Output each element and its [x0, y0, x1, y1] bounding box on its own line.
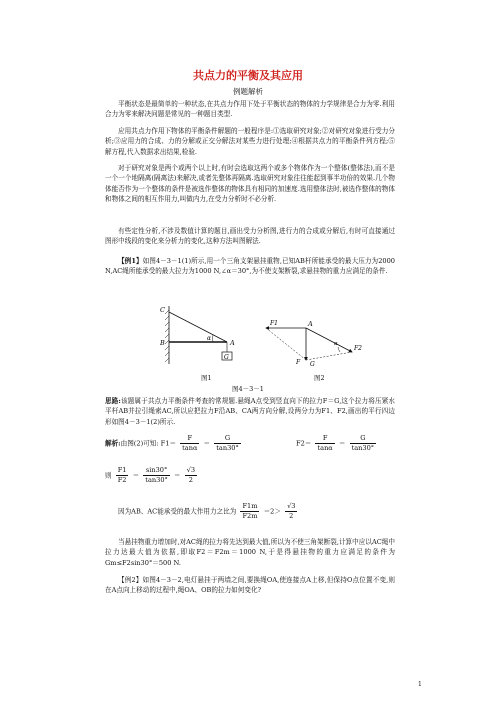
so-text: 则	[105, 471, 112, 480]
fig1-label-alpha: α	[207, 335, 212, 342]
solution-line-1b	[296, 434, 378, 453]
fig1-label-c: C	[160, 306, 165, 314]
figure-1-caption: 图1	[201, 374, 212, 382]
solution-line-3	[118, 502, 299, 521]
equals-4: ＝	[173, 471, 181, 480]
figure-1-diagram	[155, 300, 245, 366]
f2-lhs: F2＝	[296, 439, 312, 448]
paragraph-4: 有些定性分析,不涉及数值计算的题目,画出受力分析图,进行力的合成或分解后,有时可直接通过图形中线段的变化来分析力的变化,这种方法叫图解法.	[105, 227, 395, 246]
solution-intro: 由图(2)可知:	[120, 439, 159, 448]
f1-lhs: F1＝	[160, 439, 177, 448]
figure-2-caption: 图2	[314, 374, 325, 382]
f1-fraction-2: $\frac{G}{\tan 30^\circ}$	[216, 434, 239, 452]
f1-fraction-1: $\frac{F}{\tan\alpha}$	[182, 434, 198, 452]
example-1	[105, 256, 395, 277]
analysis-paragraph	[105, 396, 395, 427]
fig2-label-f2: F2	[354, 345, 362, 352]
max-fraction-2: $\frac{√3}{2}$	[287, 502, 296, 520]
example-1-label: 【例1】	[118, 257, 143, 265]
conclusion-paragraph: 当悬挂物重力增加时,对AC绳的拉力将先达到最大值,所以为不使三角架断裂,计算中应以AC绳中拉力达最大值为依据,即取F2＝F2m＝1000 N,于是得悬挂物的重力应满足的条件为Gm≤F2sin30°＝500 N.	[105, 538, 395, 567]
fig1-label-a: A	[230, 339, 235, 347]
page-title: 共点力的平衡及其应用	[193, 69, 303, 82]
equals-1: ＝	[203, 439, 211, 448]
figure-main-caption: 图4－3－1	[232, 385, 264, 393]
ratio-fraction-2: $\frac{\sin 30^\circ}{\tan 30^\circ}$	[145, 466, 168, 484]
analysis-text: 该题属于共点力平衡条件考查的常规题.悬绳A点受到竖直向下的拉力F＝G,这个拉力将压紧水平杆AB并拉引绳索AC,所以应把拉力F沿AB、CA两方向分解,设两分力为F1、F2,画出的平行四边形如图4－3－1(2)所示.	[105, 397, 396, 426]
equals-2: ＝	[338, 439, 346, 448]
max-fraction: $\frac{F1m}{F2m}$	[242, 502, 258, 520]
solution-line-1	[105, 434, 243, 453]
fig1-label-g: G	[224, 354, 229, 361]
fig2-label-g: G	[310, 361, 315, 368]
example-2	[105, 575, 395, 596]
analysis-label: 思路:	[105, 397, 121, 405]
page-number: 1	[418, 681, 422, 688]
example-2-label: 【例2】	[118, 576, 143, 584]
ratio-fraction-3: $\frac{√3}{2}$	[186, 466, 196, 484]
paragraph-3: 对于研究对象是两个或两个以上时,有时会选取这两个或多个物体作为一个整体(整体法),而不是一个一个地隔离(隔离法)来解决,或者先整体再隔离.选取研究对象往往能起到事半功倍的效果.几个物体能否作为一个整体的条件是被选作整体的物体具有相同的加速度.选用整体法时,被选作整体的物体和物体之间的相互作用力,叫做内力,在受力分析时不必分析.	[105, 164, 395, 204]
figure-2-diagram	[262, 318, 372, 368]
example-2-text: 如图4－3－2,电灯悬挂于两墙之间,要换绳OA,使连接点A上移,但保持O点位置不变,则在A点向上移动的过程中,绳OA、OB的拉力如何变化?	[105, 576, 395, 595]
paragraph-2: 应用共点力作用下物体的平衡条件解题的一般程序是:①选取研究对象;②对研究对象进行受力分析;③应用力的合成、力的分解或正交分解法对某些力进行处理;④根据共点力的平衡条件列方程;⑤解方程,代入数据求出结果,检验.	[105, 127, 395, 156]
solution-line-2	[105, 466, 199, 485]
fig2-label-f: F	[296, 359, 301, 366]
equals-3: ＝	[132, 471, 140, 480]
f2-fraction-2: $\frac{G}{\tan 30^\circ}$	[351, 434, 375, 452]
section-subtitle: 例题解析	[233, 87, 263, 96]
solution-label: 解析:	[105, 439, 121, 448]
ratio-fraction-1: $\frac{F1}{F2}$	[117, 466, 127, 484]
fig2-label-alpha: α	[334, 341, 338, 347]
because-text: 因为AB、AC能承受的最大作用力之比为	[118, 507, 237, 516]
fig1-label-b: B	[160, 339, 165, 347]
example-1-text: 如图4－3－1(1)所示,用一个三角支架悬挂重物,已知AB杆所能承受的最大压力为2000 N,AC绳所能承受的最大拉力为1000 N,∠α＝30°,为不使支架断裂,求悬挂物的重力应满足的条件.	[105, 257, 395, 276]
fig2-label-f1: F1	[270, 320, 278, 327]
max-value: ＝2＞	[263, 507, 281, 516]
f2-fraction-1: $\frac{F}{\tan\alpha}$	[317, 434, 333, 452]
paragraph-1: 平衡状态是最简单的一种状态,在共点力作用下处于平衡状态的物体的力学规律是合力为零.利用合力为零来解决问题是常见的一种题目类型.	[105, 100, 395, 119]
fig2-label-a: A	[308, 320, 313, 328]
